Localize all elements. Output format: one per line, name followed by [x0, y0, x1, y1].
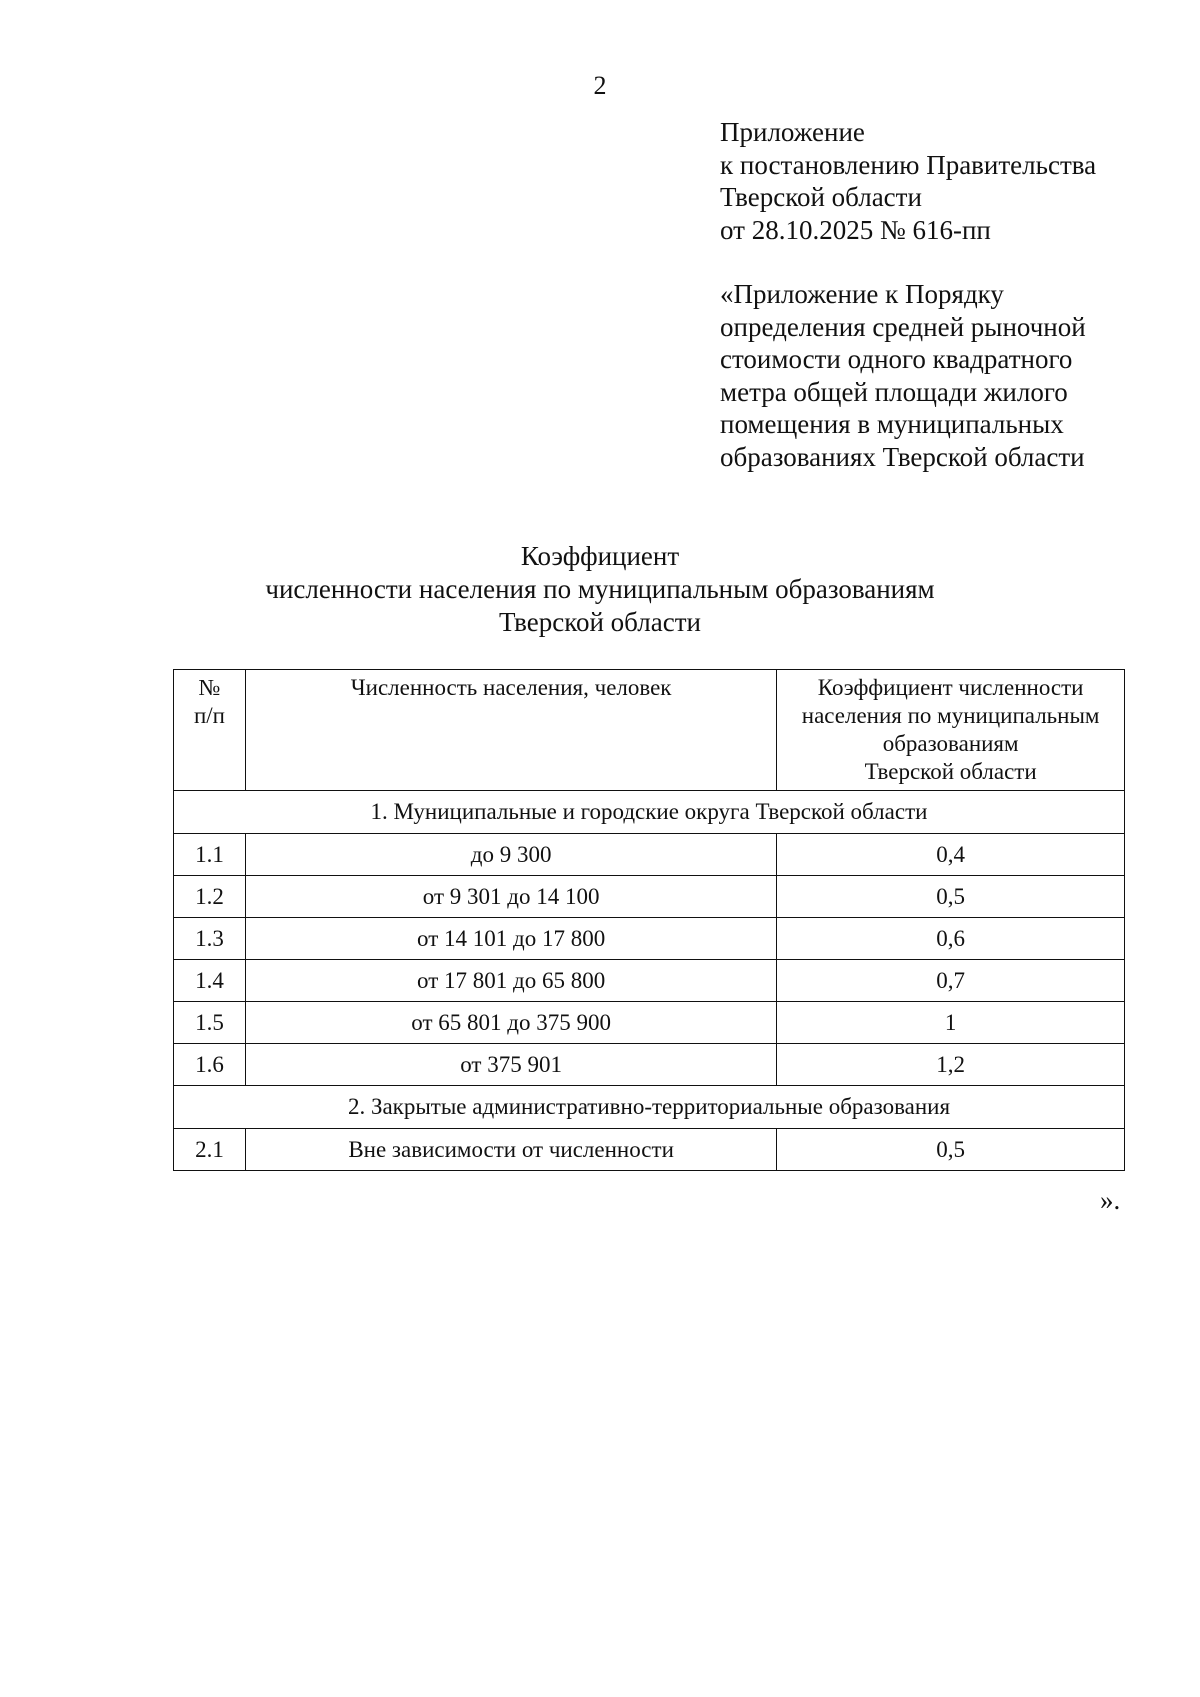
row-range: до 9 300 [245, 834, 776, 876]
row-coef: 0,7 [777, 960, 1125, 1002]
header-coef-line: Коэффициент численности [817, 675, 1084, 700]
annex-subheader-line: помещения в муниципальных [720, 409, 1064, 439]
annex-block [720, 116, 1180, 473]
row-coef: 0,5 [777, 876, 1125, 918]
annex-subheader-line: «Приложение к Порядку [720, 279, 1004, 309]
row-num: 1.5 [174, 1002, 246, 1044]
row-range: от 65 801 до 375 900 [245, 1002, 776, 1044]
row-range: от 14 101 до 17 800 [245, 918, 776, 960]
annex-header-line: Приложение [720, 117, 865, 147]
header-range-text: Численность населения, человек [350, 675, 672, 700]
annex-header-line: к постановлению Правительства [720, 149, 1097, 180]
coefficient-table [173, 669, 1125, 1171]
table-row [174, 960, 1125, 1002]
header-coef-line: Тверской области [864, 759, 1037, 784]
section-row [174, 1086, 1125, 1129]
title-line: Коэффициент [520, 541, 680, 571]
header-coef [777, 670, 1125, 791]
page-number: 2 [593, 71, 607, 100]
table-row [174, 1044, 1125, 1086]
table-row [174, 876, 1125, 918]
row-coef: 0,5 [777, 1129, 1125, 1171]
table-row [174, 918, 1125, 960]
annex-gap [720, 246, 1180, 278]
header-range [245, 670, 776, 791]
annex-subheader-line: метра общей площади жилого [720, 376, 1068, 407]
row-num: 1.6 [174, 1044, 246, 1086]
row-num: 1.3 [174, 918, 246, 960]
table-header-row [174, 670, 1125, 791]
table-row [174, 834, 1125, 876]
row-num: 1.2 [174, 876, 246, 918]
header-coef-line: образованиям [882, 731, 1019, 756]
annex-subheader-line: определения средней рыночной [720, 311, 1086, 342]
row-num: 1.4 [174, 960, 246, 1002]
document-title [0, 540, 1200, 639]
table-row [174, 1002, 1125, 1044]
section-title: 2. Закрытые административно-территориальные образования [174, 1086, 1125, 1129]
title-line: Тверской области [499, 607, 701, 637]
row-coef: 1,2 [777, 1044, 1125, 1086]
row-range: от 17 801 до 65 800 [245, 960, 776, 1002]
closing-quote-mark: ». [1100, 1185, 1121, 1215]
table-row [174, 1129, 1125, 1171]
row-range: Вне зависимости от численности [245, 1129, 776, 1171]
header-coef-line: населения по муниципальным [801, 703, 1100, 728]
row-range: от 375 901 [245, 1044, 776, 1086]
section-row [174, 791, 1125, 834]
annex-subheader-line: образованиях Тверской области [720, 441, 1085, 472]
row-coef: 0,6 [777, 918, 1125, 960]
annex-header-line: Тверской области [720, 182, 922, 212]
annex-subheader-line: стоимости одного квадратного [720, 344, 1073, 374]
row-num: 2.1 [174, 1129, 246, 1171]
header-num [174, 670, 246, 791]
section-title: 1. Муниципальные и городские округа Тверской области [174, 791, 1125, 834]
title-line: численности населения по муниципальным образованиям [265, 574, 935, 604]
header-num-line: № [198, 675, 221, 700]
row-range: от 9 301 до 14 100 [245, 876, 776, 918]
row-coef: 1 [777, 1002, 1125, 1044]
annex-header-line: от 28.10.2025 № 616-пп [720, 214, 991, 245]
header-num-line: п/п [193, 703, 225, 728]
row-num: 1.1 [174, 834, 246, 876]
row-coef: 0,4 [777, 834, 1125, 876]
